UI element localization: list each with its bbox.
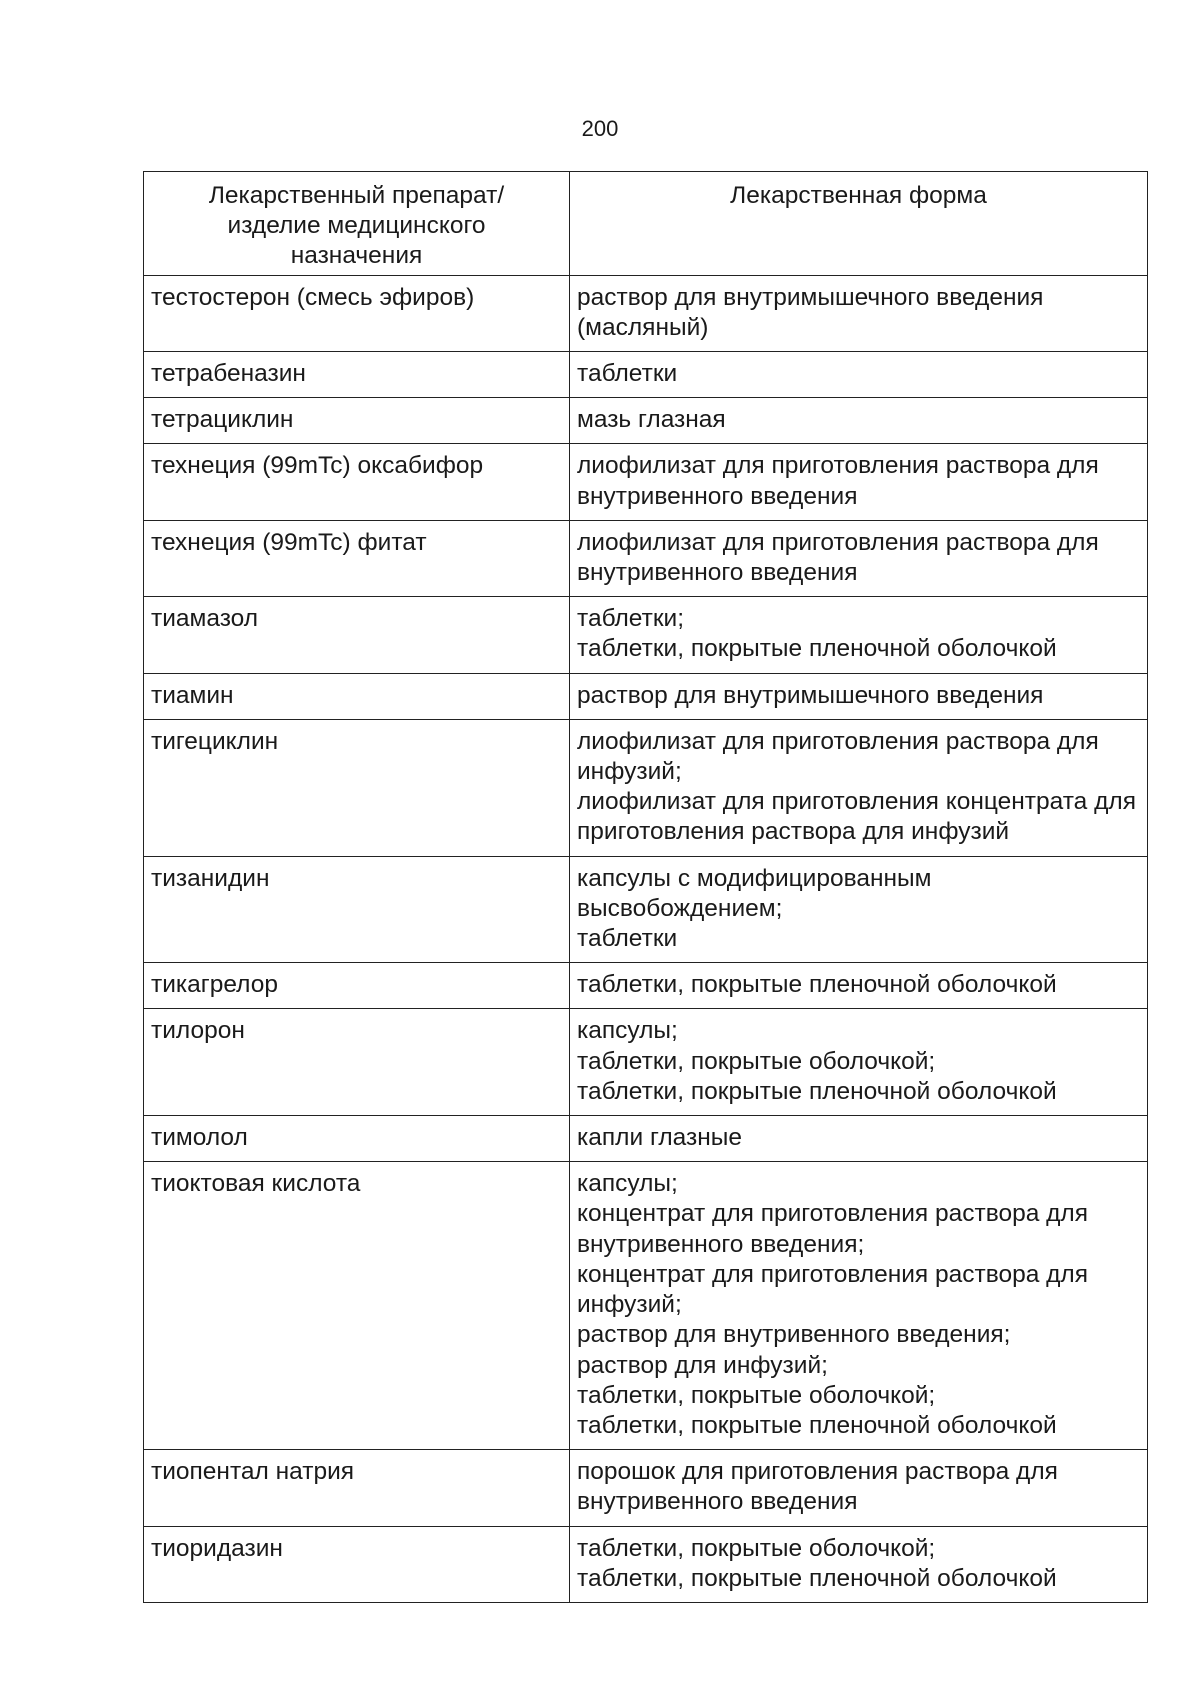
- table-row: [144, 1116, 1148, 1162]
- dosage-form-item: таблетки, покрытые пленочной оболочкой: [577, 1411, 1057, 1439]
- dosage-form-item: раствор для внутримышечного введения (масляный): [577, 283, 1044, 341]
- dosage-form-cell: [570, 1009, 1148, 1116]
- dosage-form-item: капсулы с модифицированным высвобождением;: [577, 864, 932, 922]
- dosage-form-cell: [570, 398, 1148, 444]
- drug-name-cell: технеция (99mTc) фитат: [144, 520, 570, 596]
- dosage-form-cell: [570, 520, 1148, 596]
- drug-name-cell: тетрациклин: [144, 398, 570, 444]
- dosage-form-item: лиофилизат для приготовления концентрата для приготовления раствора для инфузий: [577, 788, 1136, 846]
- drug-name-cell: тестостерон (смесь эфиров): [144, 275, 570, 351]
- header-dosage-form: Лекарственная форма: [570, 172, 1148, 276]
- table-row: [144, 1526, 1148, 1602]
- dosage-form-item: капли глазные: [577, 1124, 742, 1152]
- table-row: [144, 719, 1148, 856]
- drug-name-cell: тетрабеназин: [144, 352, 570, 398]
- drug-name-cell: тимолол: [144, 1116, 570, 1162]
- dosage-form-item: порошок для приготовления раствора для внутривенного введения: [577, 1458, 1058, 1516]
- dosage-form-cell: [570, 275, 1148, 351]
- table-row: [144, 856, 1148, 963]
- drug-name-cell: тиоридазин: [144, 1526, 570, 1602]
- table-row: [144, 597, 1148, 673]
- table-row: [144, 520, 1148, 596]
- dosage-form-item: таблетки, покрытые пленочной оболочкой: [577, 1564, 1057, 1592]
- dosage-form-cell: [570, 352, 1148, 398]
- dosage-form-cell: [570, 1116, 1148, 1162]
- dosage-form-item: концентрат для приготовления раствора для инфузий;: [577, 1260, 1088, 1319]
- dosage-form-cell: [570, 856, 1148, 963]
- drug-name-cell: тигециклин: [144, 719, 570, 856]
- dosage-form-cell: [570, 597, 1148, 673]
- dosage-form-item: таблетки, покрытые оболочкой;: [577, 1381, 936, 1409]
- page-number: 200: [581, 116, 619, 141]
- drug-name-cell: тизанидин: [144, 856, 570, 963]
- dosage-form-item: раствор для инфузий;: [577, 1351, 828, 1379]
- table-row: [144, 352, 1148, 398]
- dosage-form-item: капсулы;: [577, 1170, 678, 1198]
- table-row: [144, 673, 1148, 719]
- dosage-form-item: лиофилизат для приготовления раствора для инфузий;: [577, 727, 1099, 786]
- drug-name-cell: тикагрелор: [144, 963, 570, 1009]
- drug-name-cell: тиамазол: [144, 597, 570, 673]
- dosage-form-cell: [570, 673, 1148, 719]
- drug-table: [143, 171, 1148, 1603]
- table-row: [144, 963, 1148, 1009]
- dosage-form-item: капсулы;: [577, 1017, 678, 1045]
- drug-name-cell: технеция (99mTc) оксабифор: [144, 444, 570, 520]
- dosage-form-item: концентрат для приготовления раствора для внутривенного введения;: [577, 1200, 1088, 1258]
- dosage-form-cell: [570, 1526, 1148, 1602]
- table-row: [144, 444, 1148, 520]
- table-header: [144, 172, 1148, 276]
- dosage-form-item: таблетки;: [577, 605, 685, 633]
- dosage-form-cell: [570, 719, 1148, 856]
- dosage-form-cell: [570, 1450, 1148, 1526]
- dosage-form-item: таблетки: [577, 925, 678, 953]
- dosage-form-item: лиофилизат для приготовления раствора для внутривенного введения: [577, 528, 1099, 587]
- dosage-form-item: мазь глазная: [577, 406, 726, 434]
- dosage-form-item: лиофилизат для приготовления раствора для внутривенного введения: [577, 452, 1099, 510]
- table-row: [144, 1162, 1148, 1450]
- header-drug: Лекарственный препарат/ изделие медицинского назначения: [144, 172, 570, 276]
- table-row: [144, 1450, 1148, 1526]
- dosage-form-item: раствор для внутримышечного введения: [577, 681, 1044, 709]
- drug-name-cell: тиоктовая кислота: [144, 1162, 570, 1450]
- table-body: [144, 275, 1148, 1602]
- dosage-form-item: раствор для внутривенного введения;: [577, 1321, 1011, 1349]
- drug-name-cell: тилорон: [144, 1009, 570, 1116]
- table-row: [144, 1009, 1148, 1116]
- table-row: [144, 275, 1148, 351]
- dosage-form-item: таблетки, покрытые пленочной оболочкой: [577, 635, 1057, 663]
- table-row: [144, 398, 1148, 444]
- dosage-form-item: таблетки, покрытые пленочной оболочкой: [577, 971, 1057, 999]
- dosage-form-item: таблетки, покрытые оболочкой;: [577, 1047, 936, 1075]
- dosage-form-cell: [570, 1162, 1148, 1450]
- dosage-form-cell: [570, 963, 1148, 1009]
- drug-name-cell: тиамин: [144, 673, 570, 719]
- drug-name-cell: тиопентал натрия: [144, 1450, 570, 1526]
- dosage-form-item: таблетки, покрытые оболочкой;: [577, 1534, 936, 1562]
- table-header-row: [144, 172, 1148, 276]
- dosage-form-item: таблетки, покрытые пленочной оболочкой: [577, 1077, 1057, 1105]
- dosage-form-item: таблетки: [577, 360, 678, 388]
- dosage-form-cell: [570, 444, 1148, 520]
